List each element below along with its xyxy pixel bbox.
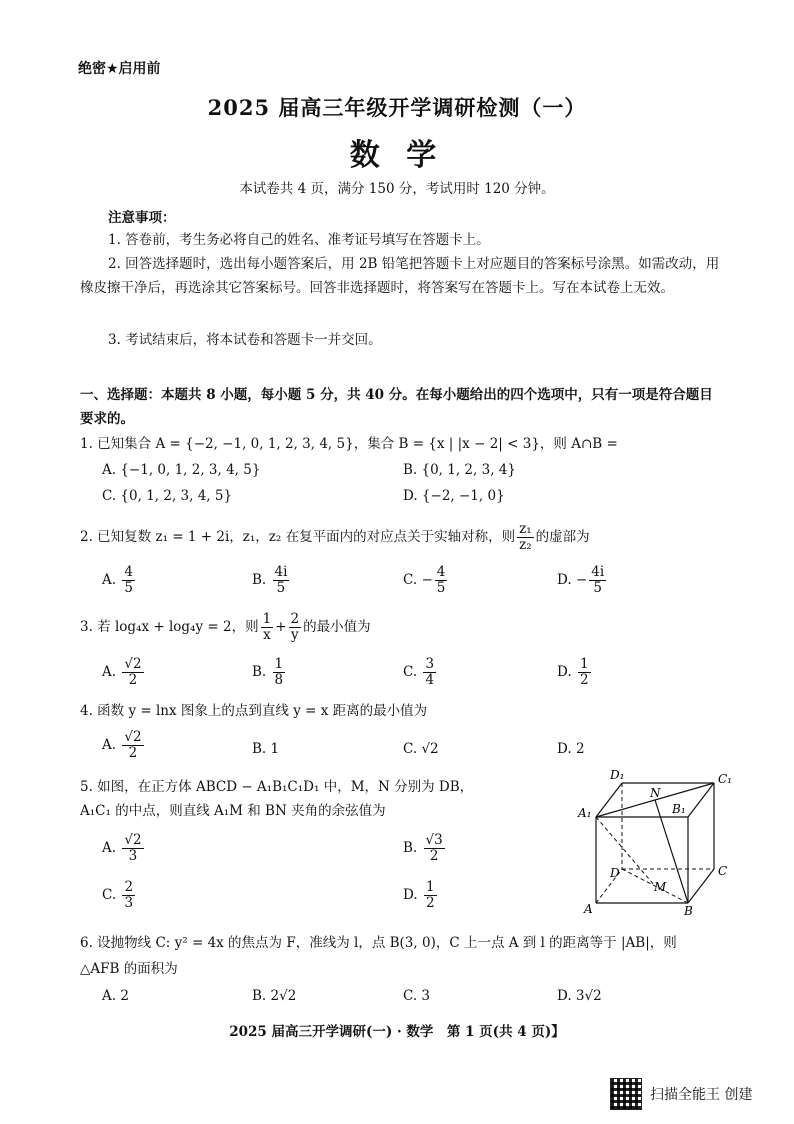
- hidden-edge: [596, 817, 655, 886]
- fraction: $\frac{\text{z₁}}{\text{z₂}}$: [519, 521, 532, 553]
- q4-option-c: C. √2: [403, 741, 439, 757]
- q6-option-a: A. 2: [102, 988, 129, 1004]
- q6-option-d: D. 3√2: [557, 988, 602, 1004]
- label-N: N: [650, 786, 661, 800]
- exam-title: 2025 届高三年级开学调研检测（一）: [207, 95, 587, 120]
- qr-code-icon: [610, 1078, 642, 1110]
- edge: [688, 783, 714, 817]
- q3-option-c: C. $\frac{3}{4}$: [403, 656, 435, 688]
- label-D1: D₁: [610, 768, 625, 782]
- q5-option-c: C. $\frac{2}{3}$: [102, 879, 134, 911]
- label-C1: C₁: [718, 772, 732, 786]
- q2-option-c: C. − $\frac{4}{5}$: [403, 564, 446, 596]
- q4-option-b: B. 1: [252, 741, 280, 757]
- page-footer: 2025 届高三开学调研(一) · 数学 第 1 页(共 4 页)】: [229, 1024, 565, 1040]
- scanner-watermark: [610, 1078, 752, 1110]
- q1-option-b: B. {0, 1, 2, 3, 4}: [403, 462, 516, 478]
- q6-option-b: B. 2√2: [252, 988, 297, 1004]
- cube-figure: [570, 765, 740, 920]
- subject-title: 数 学: [349, 138, 445, 173]
- q3-option-d: D. $\frac{1}{2}$: [557, 656, 589, 688]
- q4-option-d: D. 2: [557, 741, 585, 757]
- label-C: C: [718, 864, 728, 878]
- label-M: M: [654, 880, 667, 894]
- note-item: 3. 考试结束后，将本试卷和答题卡一并交回。: [108, 332, 382, 348]
- question-5-stem: 5. 如图，在正方体 ABCD − A₁B₁C₁D₁ 中，M，N 分别为 DB，A₁C₁ 的中点，则直线 A₁M 和 BN 夹角的余弦值为: [80, 779, 474, 819]
- label-D: D: [610, 866, 620, 880]
- q1-option-d: D. {−2, −1, 0}: [403, 488, 505, 504]
- label-B1: B₁: [672, 802, 686, 816]
- q5-option-b: B. $\frac{√3}{2}$: [403, 832, 443, 864]
- edge: [596, 783, 622, 817]
- exam-info: 本试卷共 4 页，满分 150 分，考试用时 120 分钟。: [239, 181, 555, 197]
- q2-option-d: D. − $\frac{4i}{5}$: [557, 564, 605, 596]
- confidential-mark: 绝密★启用前: [78, 61, 161, 77]
- q1-option-a: A. {−1, 0, 1, 2, 3, 4, 5}: [102, 462, 261, 478]
- q2-option-b: B. $\frac{4i}{5}$: [252, 564, 288, 596]
- label-A: A: [584, 902, 593, 916]
- q5-option-d: D. $\frac{1}{2}$: [403, 879, 435, 911]
- question-6-stem: 6. 设抛物线 C: y² = 4x 的焦点为 F，准线为 l，点 B(3, 0)，C 上一点 A 到 l 的距离等于 |AB|，则 △AFB 的面积为: [80, 935, 677, 977]
- q2-option-a: A. $\frac{4}{5}$: [102, 564, 133, 596]
- note-item: 2. 回答选择题时，选出每小题答案后，用 2B 铅笔把答题卡上对应题目的答案标号涂黑。如需改动，用橡皮擦干净后，再选涂其它答案标号。回答非选择题时，将答案写在答题卡上。写在本试卷上无效。: [80, 256, 720, 296]
- question-4-stem: 4. 函数 y = lnx 图象上的点到直线 y = x 距离的最小值为: [80, 703, 428, 719]
- q3-option-a: A. $\frac{√2}{2}$: [102, 656, 142, 688]
- label-A1: A₁: [578, 806, 592, 820]
- question-2-stem: 2. 已知复数 z₁ = 1 + 2i，z₁，z₂ 在复平面内的对应点关于实轴对称，则 $\frac{\text{z₁}}{\text{z₂}}$ 的虚部为: [80, 521, 590, 553]
- edge: [688, 869, 714, 903]
- q3-option-b: B. $\frac{1}{8}$: [252, 656, 284, 688]
- scanner-label: 扫描全能王 创建: [650, 1087, 753, 1103]
- question-3-stem: 3. 若 log₄x + log₄y = 2，则 $\frac{1}{x}$ + $\frac{2}{y}$ 的最小值为: [80, 611, 371, 643]
- q4-option-a: A. $\frac{√2}{2}$: [102, 729, 142, 761]
- question-1-stem: 1. 已知集合 A = {−2, −1, 0, 1, 2, 3, 4, 5}，集合 B = {x | |x − 2| < 3}，则 A∩B =: [80, 436, 618, 452]
- q5-option-a: A. $\frac{√2}{3}$: [102, 832, 142, 864]
- label-B: B: [684, 904, 693, 918]
- q1-option-c: C. {0, 1, 2, 3, 4, 5}: [102, 488, 233, 504]
- q6-option-c: C. 3: [403, 988, 431, 1004]
- section-heading: 一、选择题：本题共 8 小题，每小题 5 分，共 40 分。在每小题给出的四个选项中，只有一项是符合题目要求的。: [80, 387, 713, 427]
- note-item: 1. 答卷前，考生务必将自己的姓名、准考证号填写在答题卡上。: [108, 232, 490, 248]
- notes-title: 注意事项：: [108, 210, 176, 226]
